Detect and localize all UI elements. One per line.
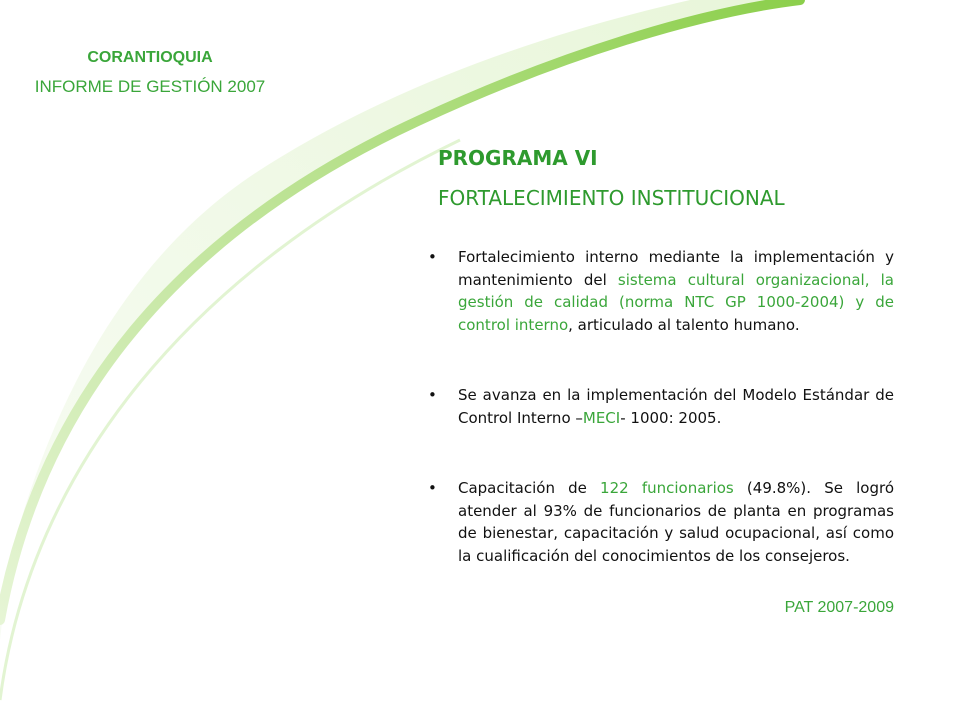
bullet-text [458, 384, 894, 429]
program-title: PROGRAMA VI [438, 146, 598, 170]
bullet-text [458, 477, 894, 567]
bullet-dot: • [428, 248, 437, 266]
bullet-text-post: , articulado al talento humano. [568, 315, 800, 334]
bullet-text-pre: Se avanza en la implementación del Modelo Estándar de Control Interno – [458, 386, 894, 427]
program-subtitle: FORTALECIMIENTO INSTITUCIONAL [438, 186, 785, 210]
report-title: INFORME DE GESTIÓN 2007 [34, 77, 266, 96]
organization-name: CORANTIOQUIA [87, 49, 213, 66]
bullet-text-pre: Capacitación de [458, 479, 601, 497]
bullet-highlight: sistema cultural organizacional, la gestión de calidad (norma NTC GP 1000-2004) y de control interno [458, 270, 894, 334]
bullet-item [428, 246, 894, 336]
bullet-highlight: MECI [582, 408, 621, 427]
plan-label: PAT 2007-2009 [784, 599, 894, 616]
bullet-dot: • [428, 386, 437, 404]
bullet-highlight: 122 funcionarios [600, 479, 734, 497]
bullet-text-pre: Fortalecimiento interno mediante la implementación y mantenimiento del [458, 248, 894, 289]
bullet-text-post: - 1000: 2005. [620, 408, 722, 427]
bullet-list [428, 246, 894, 567]
bullet-text-post: (49.8%). Se logró atender al 93% de funcionarios de planta en programas de bienestar, capacitación y salud ocupacional, así como la cualificación del conocimientos de los consejeros. [458, 479, 895, 565]
bullet-item [428, 477, 894, 567]
bullet-item [428, 384, 894, 429]
bullet-text [458, 246, 894, 336]
bullet-dot: • [428, 479, 437, 497]
